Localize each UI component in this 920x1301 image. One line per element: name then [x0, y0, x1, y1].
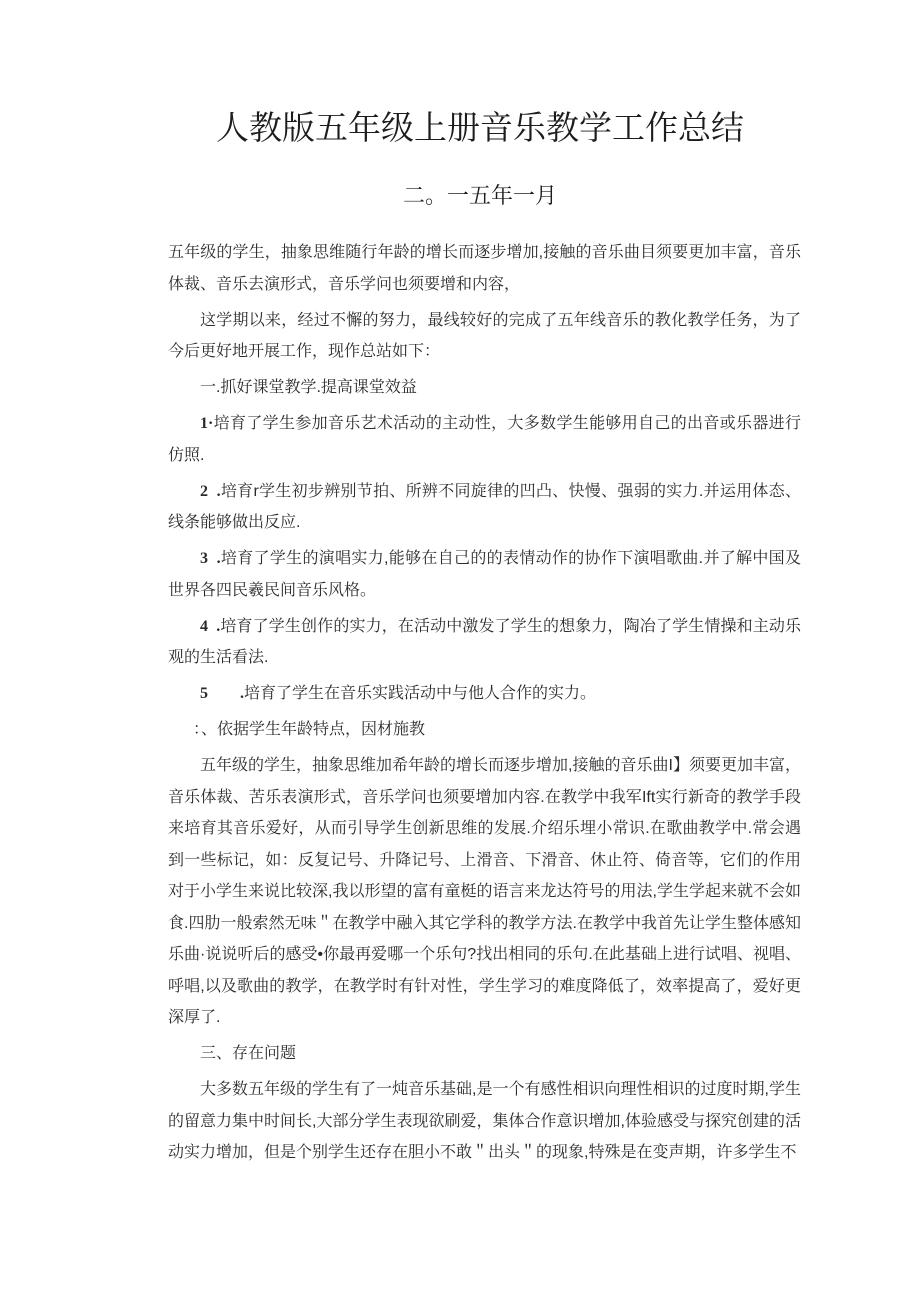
paragraph-text: 一.抓好课堂教学.提高课堂效益 — [200, 379, 417, 396]
paragraph-semester-summary — [168, 305, 801, 368]
document-body — [168, 237, 801, 1169]
paragraph-text: 培育了学生在音乐实践活动中与他人合作的实力。 — [244, 685, 597, 702]
paragraph-text: 培育了学生的演唱实力,能够在自己的的表情动作的协作下演唱歌曲.并了解中国及世界各四民羲民间音乐风格。 — [168, 550, 801, 599]
list-item-1 — [168, 408, 801, 471]
list-item-3 — [168, 543, 801, 606]
paragraph-text: 五年级的学生，抽象思维加希年龄的增长而逐步增加,接触的音乐曲I】须要更加丰富，音乐体裁、苦乐表演形式，音乐学问也须要增加内容.在教学中我军Ift实行新奇的教学手段来培育其音乐爱好，从而引导学生创新思维的发展.介绍乐埋小常识.在歌曲教学中.常会遇到一些标记，如：反复记号、升降记号、上滑音、下滑音、休止符、倚音等，它们的作用对于小学生来说比较深,我以形望的富有童梃的语言来龙达符号的用法,学生学起来就不会如食.四肋一般索然无味＂在教学中融入其它学科的教学方法.在教学中我首先让学生整体感知乐曲·说说听后的感受•你最再爱哪一个乐句?找出相同的乐句.在此基础上进行试唱、视唱、呼唱,以及歌曲的教学，在教学时有针对性，学生学习的难度降低了，效率提高了，爱好更深厚了. — [168, 757, 801, 1026]
document-title: 人教版五年级上册音乐教学工作总结 — [216, 111, 744, 147]
paragraph-text: 培育了学生创作的实力，在活动中激发了学生的想象力，陶冶了学生情操和主动乐观的生活看法. — [168, 617, 801, 666]
paragraph-text: 这学期以来，经过不懈的努力，最线较好的完成了五年线音乐的教化教学任务，为了今后更好地开展工作，现作总站如下： — [168, 311, 801, 360]
paragraph-problems — [168, 1074, 801, 1169]
list-item-4 — [168, 611, 801, 674]
paragraph-text: ：、依据学生年龄特点，因材施教 — [193, 721, 426, 738]
document-date-line: 二。一五年一月 — [402, 183, 557, 208]
list-number: 2 . — [200, 482, 221, 500]
paragraph-teaching-methods — [168, 750, 801, 1034]
paragraph-text: 五年级的学生，抽象思维随行年龄的增长而逐步增加,接触的音乐曲目须要更加丰富，音乐体裁、音乐去演形式，音乐学问也须要增和内容， — [168, 244, 801, 293]
paragraph-text: 大多数五年级的学生有了一炖音乐基础,是一个有感性相识向理性相识的过度时期,学生的留意力集中时间长,大部分学生表现欲刷爱，集体合作意识增加,体验感受与探究创建的活动实力增加，但是个别学生还存在胆小不敢＂出头＂的现象,特殊是在变声期，许多学生不 — [168, 1081, 801, 1161]
paragraph-text: 三、存在问题 — [200, 1045, 297, 1062]
paragraph-intro — [168, 237, 801, 300]
list-number: 3 . — [200, 550, 221, 567]
paragraph-text: 培育了学生参加音乐艺术活动的主动性，大多数学生能够用自己的出音或乐器进行仿照. — [168, 415, 801, 464]
section-heading-2 — [168, 714, 801, 746]
list-number: 1· — [200, 415, 214, 432]
section-heading-3 — [168, 1038, 801, 1070]
list-number: 4 . — [200, 617, 221, 635]
list-item-2 — [168, 476, 801, 539]
section-heading-1 — [168, 372, 801, 404]
list-item-5 — [168, 678, 801, 710]
paragraph-text: 培育r学生初步辨别节拍、所辨不同旋律的凹凸、快慢、强弱的实力.并运用体态、线条能够做出反应. — [168, 482, 801, 531]
list-number: 5 . — [200, 685, 244, 702]
